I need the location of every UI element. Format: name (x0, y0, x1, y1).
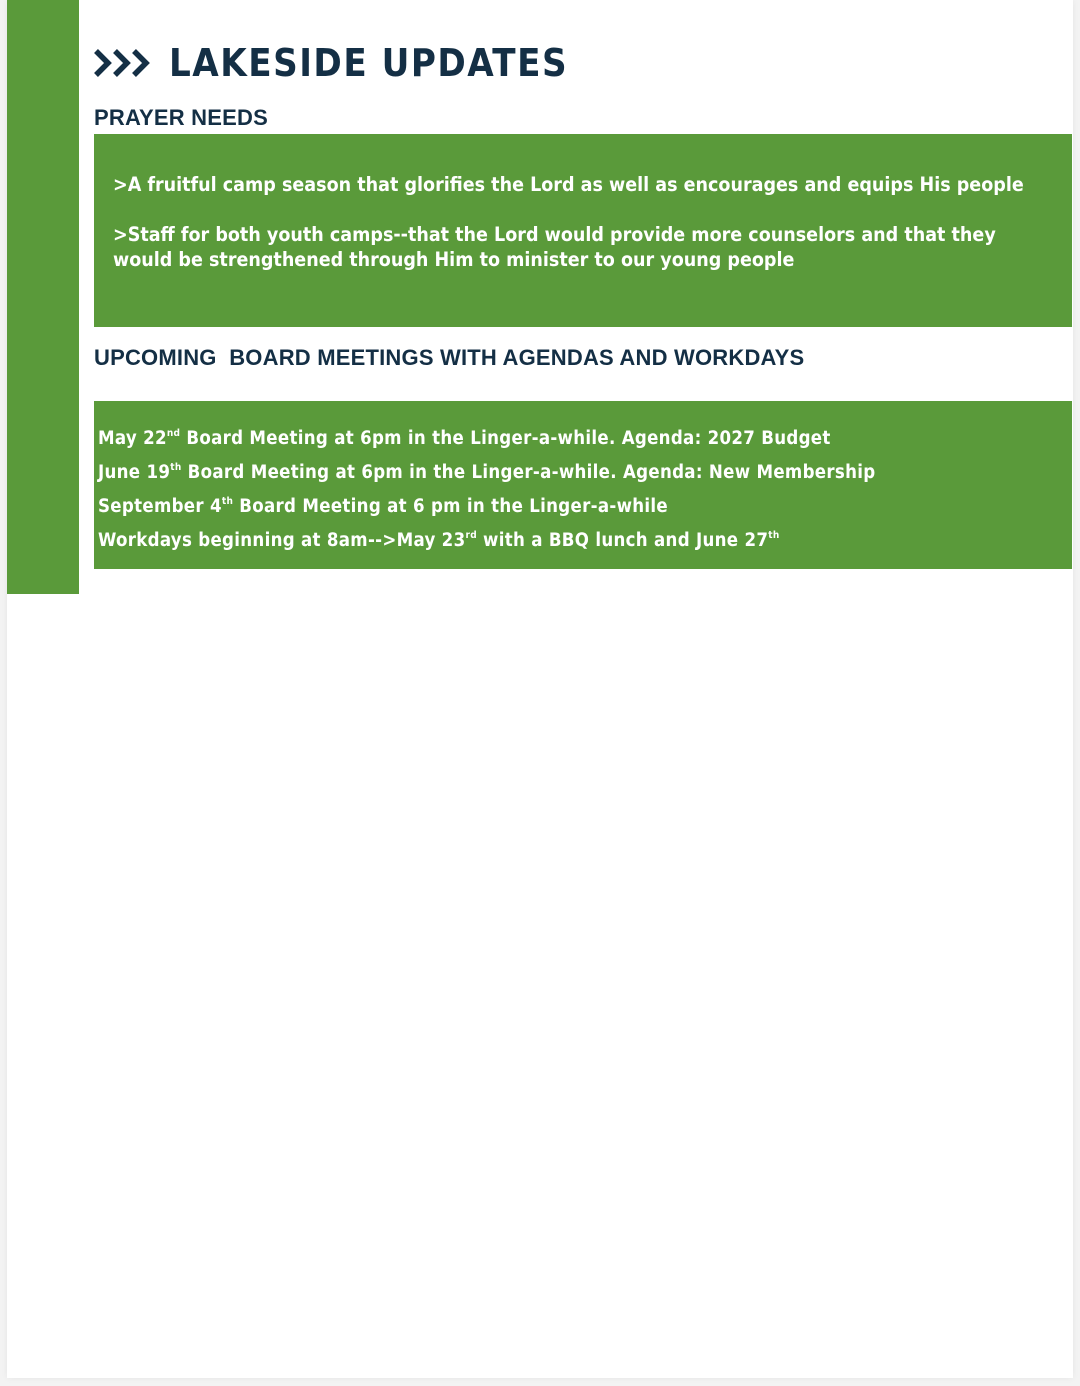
meeting-date: June 19 (98, 462, 171, 483)
meetings-box (94, 401, 1072, 569)
newsletter-page (7, 0, 1073, 1378)
meeting-date: May 22 (98, 428, 167, 449)
date-suffix: th (768, 530, 780, 541)
workdays-middle: with a BBQ lunch and June 27 (476, 530, 769, 551)
prayer-item: >A fruitful camp season that glorifies the Lord as well as encourages and equips His people (113, 173, 1024, 196)
workdays-line (98, 524, 1052, 558)
green-side-bar (7, 0, 79, 594)
date-suffix: rd (465, 530, 477, 541)
prayer-needs-heading: PRAYER NEEDS (94, 105, 268, 130)
meetings-heading: UPCOMING BOARD MEETINGS WITH AGENDAS AND WORKDAYS (94, 345, 805, 370)
meeting-date: September 4 (98, 496, 222, 517)
meeting-line (98, 490, 1052, 524)
workdays-prefix: Workdays beginning at 8am-->May 23 (98, 530, 466, 551)
triple-chevron-right-icon (93, 45, 155, 81)
meeting-line (98, 456, 1052, 490)
meeting-details: Board Meeting at 6pm in the Linger-a-while. Agenda: New Membership (181, 462, 876, 483)
meeting-details: Board Meeting at 6 pm in the Linger-a-while (233, 496, 668, 517)
date-suffix: th (221, 496, 234, 507)
date-suffix: nd (166, 428, 181, 439)
page-title: LAKESIDE UPDATES (169, 41, 569, 85)
date-suffix: th (170, 462, 182, 473)
prayer-item: >Staff for both youth camps--that the Lord would provide more counselors and that they would be strengthened through Him to minister to our young people (113, 223, 996, 271)
prayer-needs-box (94, 134, 1072, 327)
meeting-details: Board Meeting at 6pm in the Linger-a-while. Agenda: 2027 Budget (180, 428, 831, 449)
title-row (93, 40, 568, 86)
meeting-line (98, 422, 1052, 456)
